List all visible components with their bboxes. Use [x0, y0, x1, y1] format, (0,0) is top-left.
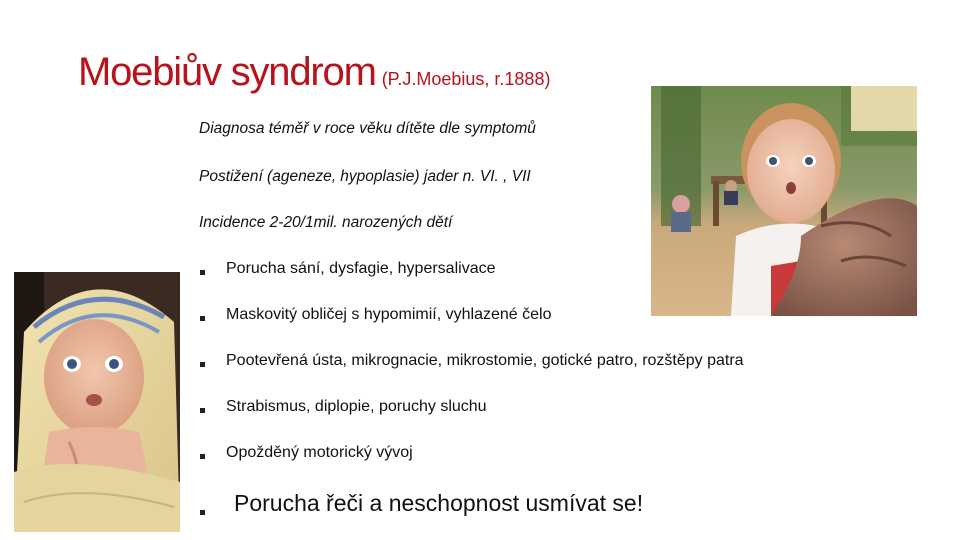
bullet-item: Opožděný motorický vývoj: [226, 444, 413, 461]
intro-line-affected-nuclei: Postižení (ageneze, hypoplasie) jader n. VI. , VII: [199, 168, 531, 185]
bullet-item-emphasis: Porucha řeči a neschopnost usmívat se!: [234, 490, 644, 516]
bullet-marker: [200, 408, 205, 413]
slide-title: [78, 50, 550, 95]
bullet-marker: [200, 454, 205, 459]
bullet-marker: [200, 362, 205, 367]
bullet-marker: [200, 510, 205, 515]
intro-line-incidence: Incidence 2-20/1mil. narozených dětí: [199, 214, 453, 231]
title-main: Moebiův syndrom: [78, 50, 376, 94]
intro-line-diagnosis: Diagnosa téměř v roce věku dítěte dle symptomů: [199, 120, 536, 137]
photo-toddler-outdoors: [651, 86, 917, 316]
bullet-marker: [200, 270, 205, 275]
bullet-item: Pootevřená ústa, mikrognacie, mikrostomie, gotické patro, rozštěpy patra: [226, 352, 744, 369]
bullet-marker: [200, 316, 205, 321]
photo-baby-in-towel: [14, 272, 180, 532]
bullet-item: Maskovitý obličej s hypomimií, vyhlazené čelo: [226, 306, 552, 323]
bullet-item: Strabismus, diplopie, poruchy sluchu: [226, 398, 487, 415]
title-subtitle: (P.J.Moebius, r.1888): [381, 69, 551, 89]
bullet-item: Porucha sání, dysfagie, hypersalivace: [226, 260, 496, 277]
